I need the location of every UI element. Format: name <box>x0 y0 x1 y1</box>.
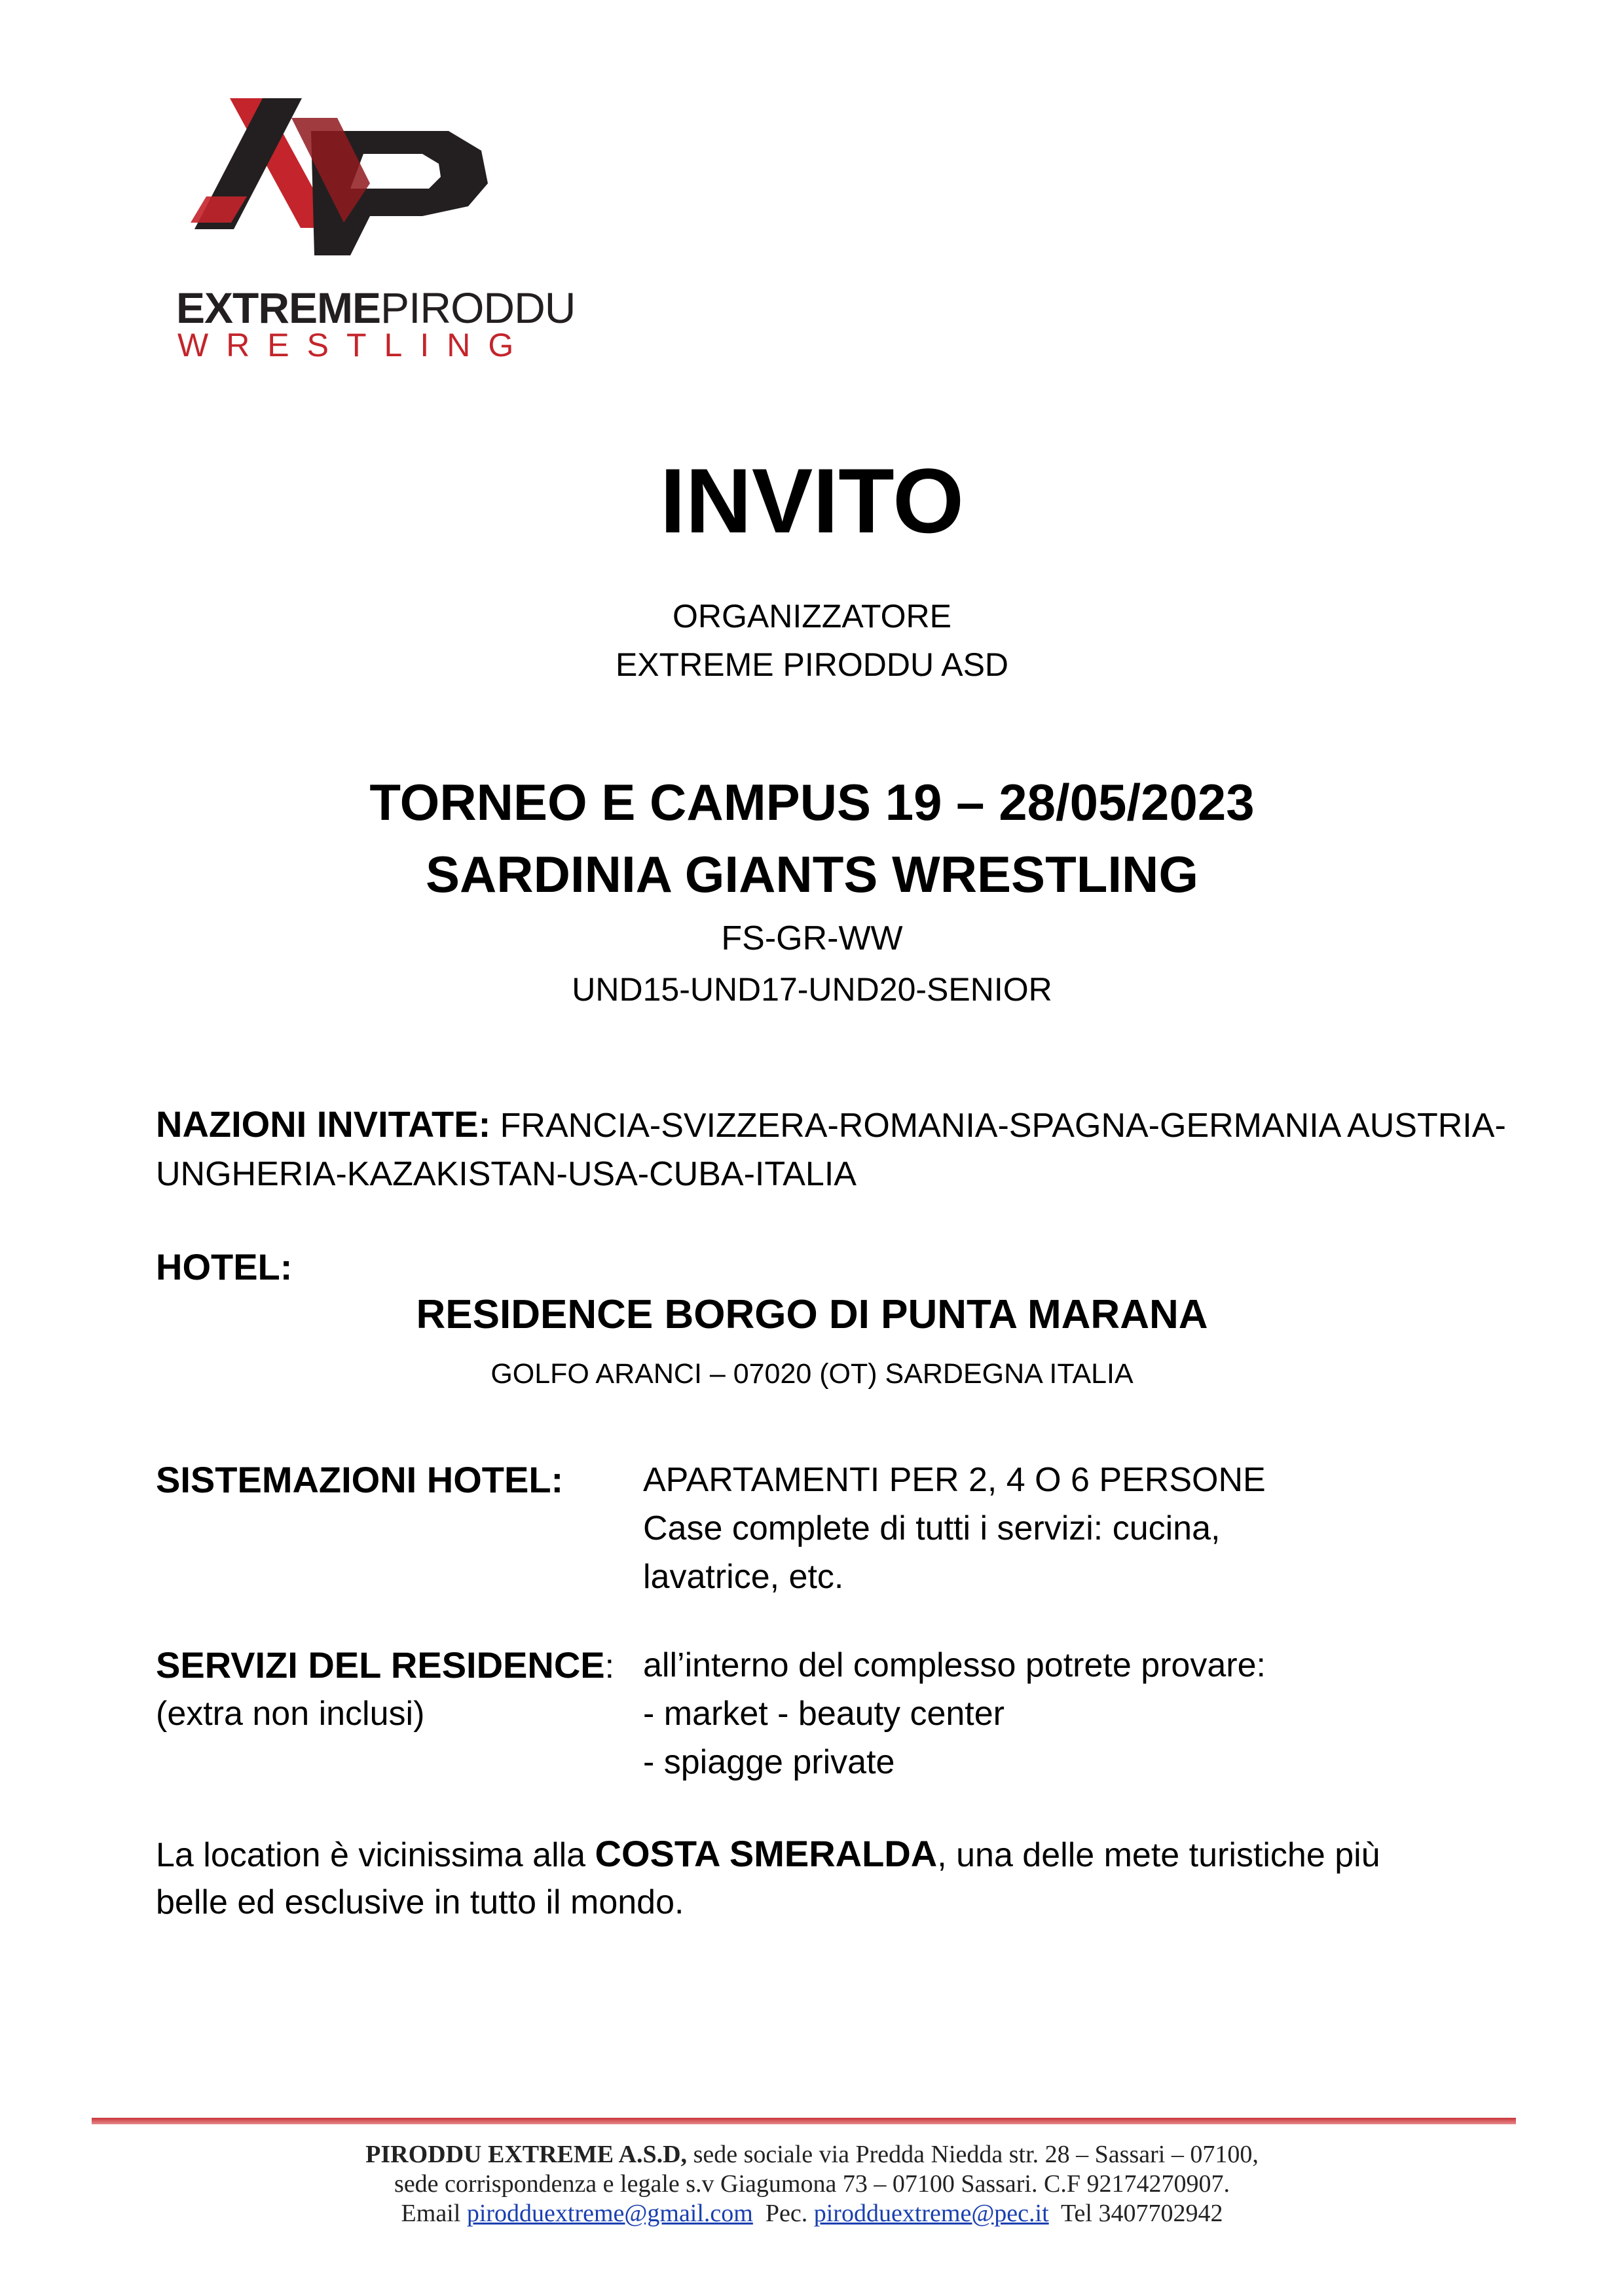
pec-link[interactable]: pirodduextreme@pec.it <box>813 2200 1049 2227</box>
footer-divider <box>92 2118 1516 2124</box>
event-name: SARDINIA GIANTS WRESTLING <box>425 845 1199 903</box>
brand-logo <box>174 92 576 367</box>
footer-line-3: Email pirodduextreme@gmail.com Pec. pirodduextreme@pec.it Tel 3407702942 <box>401 2200 1223 2227</box>
accommodation-label: SISTEMAZIONI HOTEL: <box>156 1459 564 1500</box>
services-label: SERVIZI DEL RESIDENCE: <box>156 1644 615 1686</box>
services-line-2: - market - beauty center <box>643 1695 1005 1733</box>
event-title: TORNEO E CAMPUS 19 – 28/05/2023 <box>369 773 1255 831</box>
services-line-3: - spiagge private <box>643 1743 895 1781</box>
location-line-2: belle ed esclusive in tutto il mondo. <box>156 1883 684 1921</box>
footer-line-1: PIRODDU EXTREME A.S.D, sede sociale via Predda Niedda str. 28 – Sassari – 07100, <box>365 2141 1259 2168</box>
hotel-label: HOTEL: <box>156 1246 293 1287</box>
location-line-1: La location è vicinissima alla COSTA SMERALDA, una delle mete turistiche più <box>156 1833 1380 1874</box>
accommodation-line-3: lavatrice, etc. <box>643 1558 844 1596</box>
event-categories: UND15-UND17-UND20-SENIOR <box>572 971 1052 1008</box>
logo-subtitle: WRESTLING <box>177 327 532 363</box>
organizer-label: ORGANIZZATORE <box>673 598 951 635</box>
nations-line-1: NAZIONI INVITATE: FRANCIA-SVIZZERA-ROMANIA-SPAGNA-GERMANIA AUSTRIA- <box>156 1103 1506 1145</box>
nations-label: NAZIONI INVITATE: <box>156 1103 491 1145</box>
hotel-address: GOLFO ARANCI – 07020 (OT) SARDEGNA ITALIA <box>490 1358 1134 1390</box>
footer-line-2: sede corrispondenza e legale s.v Giagumona 73 – 07100 Sassari. C.F 92174270907. <box>394 2170 1230 2198</box>
services-note: (extra non inclusi) <box>156 1695 425 1733</box>
organizer-name: EXTREME PIRODDU ASD <box>615 646 1009 683</box>
accommodation-line-1: APARTAMENTI PER 2, 4 O 6 PERSONE <box>643 1461 1266 1499</box>
email-link[interactable]: pirodduextreme@gmail.com <box>466 2200 753 2227</box>
logo-wordmark: EXTREMEPIRODDU <box>176 284 576 332</box>
services-line-1: all’interno del complesso potrete provare: <box>643 1646 1266 1684</box>
nations-line-2: UNGHERIA-KAZAKISTAN-USA-CUBA-ITALIA <box>156 1155 857 1193</box>
event-styles: FS-GR-WW <box>721 919 903 957</box>
accommodation-line-2: Case complete di tutti i servizi: cucina, <box>643 1509 1221 1547</box>
xp-logo-mark <box>174 92 553 288</box>
location-highlight: COSTA SMERALDA <box>595 1833 938 1874</box>
page-title: INVITO <box>659 449 965 552</box>
hotel-name: RESIDENCE BORGO DI PUNTA MARANA <box>416 1292 1208 1337</box>
